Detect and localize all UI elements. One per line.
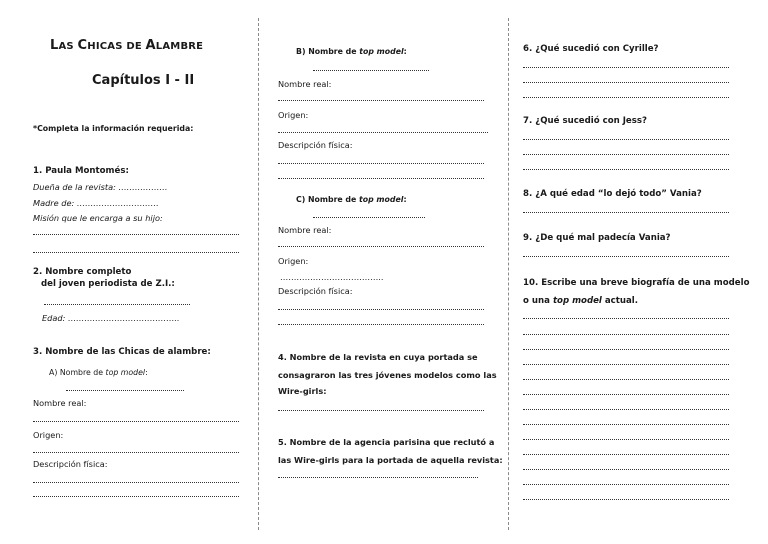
answer-line[interactable] [523, 334, 729, 335]
answer-line[interactable] [33, 496, 239, 497]
answer-line[interactable] [33, 482, 239, 483]
answer-line[interactable] [523, 212, 729, 213]
q1-mission-label: Misión que le encarga a su hijo: [33, 213, 163, 223]
answer-line[interactable] [523, 169, 729, 170]
question-10-line-2: o una top model actual. [523, 296, 639, 306]
instruction-text: *Completa la información requerida: [33, 124, 194, 133]
answer-line[interactable] [278, 324, 484, 325]
answer-line[interactable] [523, 409, 729, 410]
answer-line[interactable] [523, 256, 729, 257]
question-4: 4. Nombre de la revista en cuya portada se [278, 352, 478, 362]
q3-model-c-label: C) Nombre de top model: [296, 195, 407, 204]
column-separator-left [258, 18, 259, 530]
answer-line[interactable] [278, 132, 488, 133]
answer-line[interactable] [523, 499, 729, 500]
answer-line[interactable] [523, 82, 729, 83]
answer-line[interactable] [523, 349, 729, 350]
answer-line[interactable] [523, 439, 729, 440]
answer-line[interactable] [523, 484, 729, 485]
answer-line[interactable] [44, 304, 190, 305]
answer-line[interactable] [278, 477, 478, 478]
q2-age-field[interactable]: Edad: ………………………………….. [42, 313, 180, 323]
question-6: 6. ¿Qué sucedió con Cyrille? [523, 44, 659, 54]
answer-line[interactable] [278, 163, 484, 164]
answer-line[interactable] [523, 154, 729, 155]
answer-line[interactable] [523, 97, 729, 98]
question-8: 8. ¿A qué edad “lo dejó todo” Vania? [523, 189, 702, 199]
answer-line[interactable] [33, 252, 239, 253]
question-7: 7. ¿Qué sucedió con Jess? [523, 116, 647, 126]
document-subtitle: Capítulos I - II [92, 73, 195, 88]
question-4-line-2: consagraron las tres jóvenes modelos como las [278, 370, 497, 380]
answer-line[interactable] [523, 318, 729, 319]
q3b-real-name-label: Nombre real: [278, 79, 332, 89]
answer-line[interactable] [313, 70, 429, 71]
question-1: 1. Paula Montomés: [33, 166, 129, 176]
answer-line[interactable] [523, 139, 729, 140]
question-2: 2. Nombre completo [33, 267, 132, 277]
q3-origin-label: Origen: [33, 430, 64, 440]
answer-line[interactable] [523, 364, 729, 365]
question-10: 10. Escribe una breve biografía de una modelo [523, 278, 750, 288]
q3b-origin-label: Origen: [278, 110, 309, 120]
answer-line[interactable] [278, 410, 484, 411]
answer-line[interactable] [523, 454, 729, 455]
answer-line[interactable] [523, 469, 729, 470]
q3c-origin-label: Origen: [278, 256, 309, 266]
q3-model-a-label: A) Nombre de top model: [49, 368, 148, 377]
q3-description-label: Descripción física: [33, 459, 108, 469]
answer-line[interactable] [523, 67, 729, 68]
answer-line[interactable] [33, 234, 239, 235]
answer-line[interactable] [523, 424, 729, 425]
q3c-real-name-label: Nombre real: [278, 225, 332, 235]
answer-line[interactable] [66, 390, 184, 391]
q3-real-name-label: Nombre real: [33, 398, 87, 408]
answer-line[interactable] [33, 452, 239, 453]
q3c-origin-answer[interactable]: ……………………………….. [280, 272, 384, 282]
q3c-description-label: Descripción física: [278, 286, 353, 296]
column-separator-right [508, 18, 509, 530]
q1-owner-field[interactable]: Dueña de la revista: ……………… [33, 182, 168, 192]
question-3: 3. Nombre de las Chicas de alambre: [33, 347, 211, 357]
answer-line[interactable] [523, 379, 729, 380]
answer-line[interactable] [278, 309, 484, 310]
q3-model-b-label: B) Nombre de top model: [296, 47, 407, 56]
question-5-line-2: las Wire-girls para la portada de aquella revista: [278, 455, 503, 465]
answer-line[interactable] [278, 246, 484, 247]
question-9: 9. ¿De qué mal padecía Vania? [523, 233, 671, 243]
answer-line[interactable] [33, 421, 239, 422]
document-title: LAS CHICAS DE ALAMBRE [50, 38, 204, 53]
question-2-continued: del joven periodista de Z.I.: [41, 279, 175, 289]
q3b-description-label: Descripción física: [278, 140, 353, 150]
answer-line[interactable] [278, 100, 484, 101]
question-5: 5. Nombre de la agencia parisina que reclutó a [278, 437, 495, 447]
answer-line[interactable] [278, 178, 484, 179]
question-4-line-3: Wire-girls: [278, 386, 327, 396]
answer-line[interactable] [523, 394, 729, 395]
answer-line[interactable] [313, 217, 425, 218]
q1-mother-field[interactable]: Madre de: ………………………… [33, 198, 159, 208]
